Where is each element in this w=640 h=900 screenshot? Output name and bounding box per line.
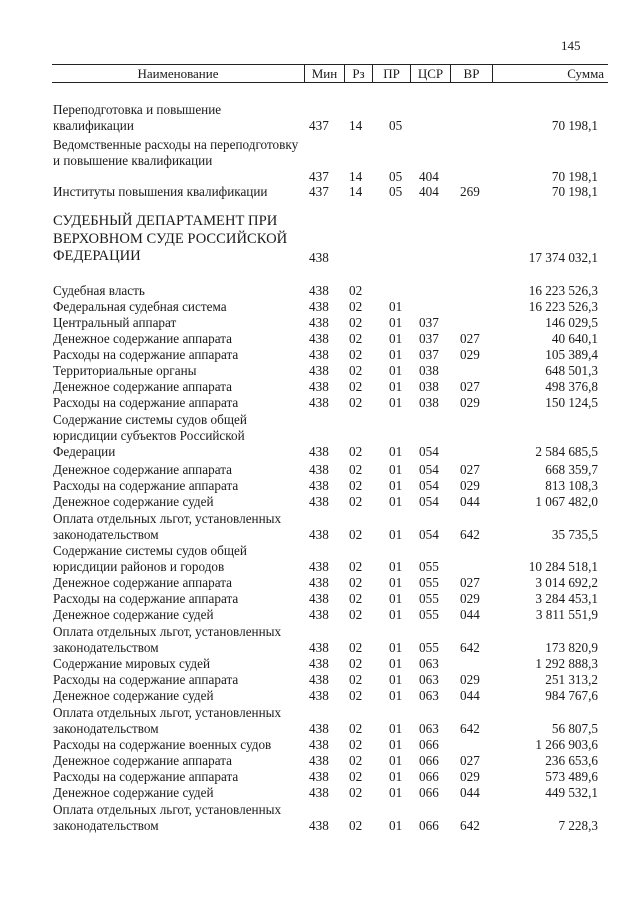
row-pr: 05 bbox=[389, 169, 403, 184]
row-rz: 02 bbox=[349, 656, 363, 671]
row-pr: 01 bbox=[389, 379, 403, 394]
row-vr: 044 bbox=[460, 494, 480, 509]
row-rz: 02 bbox=[349, 753, 363, 768]
row-min: 438 bbox=[309, 315, 329, 330]
row-pr: 01 bbox=[389, 656, 403, 671]
row-sum: 35 735,5 bbox=[551, 527, 598, 542]
table-row bbox=[0, 688, 640, 704]
row-sum: 573 489,6 bbox=[545, 769, 598, 784]
header-sum: Сумма bbox=[567, 66, 604, 81]
row-name: Содержание системы судов общей юрисдиции районов и городов bbox=[53, 543, 247, 574]
row-csr: 054 bbox=[419, 462, 439, 477]
row-sum: 668 359,7 bbox=[545, 462, 598, 477]
row-rz: 02 bbox=[349, 444, 363, 459]
row-min: 438 bbox=[309, 753, 329, 768]
row-pr: 01 bbox=[389, 395, 403, 410]
row-rz: 02 bbox=[349, 395, 363, 410]
row-vr: 027 bbox=[460, 575, 480, 590]
row-csr: 037 bbox=[419, 315, 439, 330]
row-csr: 038 bbox=[419, 379, 439, 394]
row-rz: 02 bbox=[349, 478, 363, 493]
row-sum: 146 029,5 bbox=[545, 315, 598, 330]
row-min: 438 bbox=[309, 607, 329, 622]
row-vr: 642 bbox=[460, 640, 480, 655]
row-pr: 01 bbox=[389, 363, 403, 378]
table-row bbox=[0, 412, 640, 460]
table-row bbox=[0, 213, 640, 266]
row-pr: 05 bbox=[389, 118, 403, 133]
row-csr: 404 bbox=[419, 184, 439, 199]
row-rz: 02 bbox=[349, 818, 363, 833]
row-sum: 1 292 888,3 bbox=[535, 656, 598, 671]
row-name: Ведомственные расходы на переподготовку и повышение квалификации bbox=[53, 137, 299, 168]
row-rz: 14 bbox=[349, 169, 363, 184]
row-min: 438 bbox=[309, 444, 329, 459]
row-min: 438 bbox=[309, 591, 329, 606]
row-rz: 02 bbox=[349, 688, 363, 703]
table-header bbox=[52, 64, 608, 83]
row-pr: 01 bbox=[389, 575, 403, 590]
row-sum: 7 228,3 bbox=[558, 818, 598, 833]
row-csr: 054 bbox=[419, 478, 439, 493]
row-rz: 02 bbox=[349, 769, 363, 784]
row-sum: 173 820,9 bbox=[545, 640, 598, 655]
row-name: Центральный аппарат bbox=[53, 315, 177, 330]
row-vr: 642 bbox=[460, 721, 480, 736]
row-rz: 02 bbox=[349, 299, 363, 314]
row-csr: 037 bbox=[419, 331, 439, 346]
row-csr: 054 bbox=[419, 527, 439, 542]
row-min: 438 bbox=[309, 785, 329, 800]
row-name: Федеральная судебная система bbox=[53, 299, 227, 314]
row-sum: 16 223 526,3 bbox=[528, 299, 598, 314]
row-pr: 01 bbox=[389, 478, 403, 493]
row-sum: 1 067 482,0 bbox=[535, 494, 598, 509]
table-row bbox=[0, 299, 640, 315]
row-vr: 029 bbox=[460, 478, 480, 493]
row-name: СУДЕБНЫЙ ДЕПАРТАМЕНТ ПРИ ВЕРХОВНОМ СУДЕ РОССИЙСКОЙ ФЕДЕРАЦИИ bbox=[53, 213, 288, 264]
table-row bbox=[0, 102, 640, 134]
row-vr: 027 bbox=[460, 462, 480, 477]
row-name: Оплата отдельных льгот, установленных законодательством bbox=[53, 511, 282, 542]
row-sum: 2 584 685,5 bbox=[535, 444, 598, 459]
row-vr: 027 bbox=[460, 753, 480, 768]
row-rz: 02 bbox=[349, 379, 363, 394]
row-csr: 063 bbox=[419, 721, 439, 736]
row-sum: 251 313,2 bbox=[545, 672, 598, 687]
row-vr: 642 bbox=[460, 818, 480, 833]
row-name: Денежное содержание аппарата bbox=[53, 331, 232, 346]
header-pr: ПР bbox=[373, 65, 411, 82]
row-rz: 14 bbox=[349, 118, 363, 133]
row-pr: 01 bbox=[389, 299, 403, 314]
row-min: 438 bbox=[309, 283, 329, 298]
row-csr: 055 bbox=[419, 591, 439, 606]
row-name: Денежное содержание аппарата bbox=[53, 575, 232, 590]
row-min: 438 bbox=[309, 363, 329, 378]
row-csr: 037 bbox=[419, 347, 439, 362]
row-vr: 642 bbox=[460, 527, 480, 542]
row-sum: 449 532,1 bbox=[545, 785, 598, 800]
row-name: Расходы на содержание аппарата bbox=[53, 591, 239, 606]
row-rz: 02 bbox=[349, 721, 363, 736]
row-csr: 404 bbox=[419, 169, 439, 184]
row-rz: 02 bbox=[349, 527, 363, 542]
row-name: Денежное содержание аппарата bbox=[53, 462, 232, 477]
row-csr: 063 bbox=[419, 672, 439, 687]
row-name: Институты повышения квалификации bbox=[53, 184, 268, 199]
table-row bbox=[0, 737, 640, 753]
table-row bbox=[0, 575, 640, 591]
row-sum: 10 284 518,1 bbox=[528, 559, 598, 574]
table-row bbox=[0, 184, 640, 200]
row-pr: 01 bbox=[389, 607, 403, 622]
row-min: 438 bbox=[309, 688, 329, 703]
row-name: Расходы на содержание аппарата bbox=[53, 395, 239, 410]
row-sum: 150 124,5 bbox=[545, 395, 598, 410]
row-min: 438 bbox=[309, 395, 329, 410]
table-row bbox=[0, 283, 640, 299]
row-name: Территориальные органы bbox=[53, 363, 197, 378]
row-pr: 01 bbox=[389, 494, 403, 509]
row-sum: 498 376,8 bbox=[545, 379, 598, 394]
row-min: 437 bbox=[309, 184, 329, 199]
row-sum: 105 389,4 bbox=[545, 347, 598, 362]
row-min: 438 bbox=[309, 249, 329, 265]
table-row bbox=[0, 379, 640, 395]
row-pr: 01 bbox=[389, 672, 403, 687]
row-rz: 02 bbox=[349, 559, 363, 574]
row-sum: 3 811 551,9 bbox=[535, 607, 598, 622]
table-row bbox=[0, 494, 640, 510]
row-csr: 038 bbox=[419, 363, 439, 378]
row-name: Расходы на содержание аппарата bbox=[53, 478, 239, 493]
row-min: 438 bbox=[309, 672, 329, 687]
row-sum: 3 284 453,1 bbox=[535, 591, 598, 606]
table-row bbox=[0, 363, 640, 379]
row-min: 437 bbox=[309, 169, 329, 184]
row-sum: 984 767,6 bbox=[545, 688, 598, 703]
table-row bbox=[0, 753, 640, 769]
row-pr: 01 bbox=[389, 331, 403, 346]
table-row bbox=[0, 607, 640, 623]
row-name: Денежное содержание судей bbox=[53, 785, 214, 800]
row-rz: 02 bbox=[349, 494, 363, 509]
row-csr: 063 bbox=[419, 656, 439, 671]
row-pr: 01 bbox=[389, 737, 403, 752]
row-min: 438 bbox=[309, 640, 329, 655]
row-vr: 029 bbox=[460, 769, 480, 784]
row-pr: 05 bbox=[389, 184, 403, 199]
row-sum: 236 653,6 bbox=[545, 753, 598, 768]
row-min: 438 bbox=[309, 299, 329, 314]
row-min: 438 bbox=[309, 347, 329, 362]
row-csr: 054 bbox=[419, 494, 439, 509]
row-sum: 70 198,1 bbox=[551, 184, 598, 199]
row-min: 438 bbox=[309, 575, 329, 590]
row-vr: 027 bbox=[460, 379, 480, 394]
row-vr: 029 bbox=[460, 347, 480, 362]
row-pr: 01 bbox=[389, 769, 403, 784]
row-pr: 01 bbox=[389, 688, 403, 703]
table-row bbox=[0, 769, 640, 785]
row-pr: 01 bbox=[389, 315, 403, 330]
row-rz: 02 bbox=[349, 347, 363, 362]
row-name: Расходы на содержание аппарата bbox=[53, 347, 239, 362]
row-rz: 02 bbox=[349, 607, 363, 622]
row-min: 438 bbox=[309, 737, 329, 752]
row-vr: 027 bbox=[460, 331, 480, 346]
row-csr: 055 bbox=[419, 559, 439, 574]
row-min: 438 bbox=[309, 462, 329, 477]
row-min: 438 bbox=[309, 559, 329, 574]
row-pr: 01 bbox=[389, 721, 403, 736]
row-sum: 16 223 526,3 bbox=[528, 283, 598, 298]
row-min: 438 bbox=[309, 331, 329, 346]
row-name: Расходы на содержание военных судов bbox=[53, 737, 272, 752]
row-name: Оплата отдельных льгот, установленных законодательством bbox=[53, 802, 282, 833]
row-name: Денежное содержание судей bbox=[53, 607, 214, 622]
budget-table bbox=[0, 90, 640, 900]
row-rz: 14 bbox=[349, 184, 363, 199]
row-sum: 813 108,3 bbox=[545, 478, 598, 493]
row-csr: 066 bbox=[419, 818, 439, 833]
row-min: 438 bbox=[309, 656, 329, 671]
row-min: 438 bbox=[309, 494, 329, 509]
row-vr: 029 bbox=[460, 591, 480, 606]
header-csr: ЦСР bbox=[411, 65, 451, 82]
table-row bbox=[0, 543, 640, 575]
row-sum: 70 198,1 bbox=[551, 169, 598, 184]
row-csr: 066 bbox=[419, 769, 439, 784]
table-row bbox=[0, 331, 640, 347]
row-pr: 01 bbox=[389, 591, 403, 606]
row-rz: 02 bbox=[349, 640, 363, 655]
row-name: Расходы на содержание аппарата bbox=[53, 672, 239, 687]
row-rz: 02 bbox=[349, 283, 363, 298]
row-name: Оплата отдельных льгот, установленных законодательством bbox=[53, 705, 282, 736]
table-row bbox=[0, 656, 640, 672]
table-row bbox=[0, 347, 640, 363]
row-rz: 02 bbox=[349, 672, 363, 687]
row-min: 438 bbox=[309, 769, 329, 784]
row-rz: 02 bbox=[349, 462, 363, 477]
row-csr: 054 bbox=[419, 444, 439, 459]
row-min: 438 bbox=[309, 721, 329, 736]
row-name: Денежное содержание судей bbox=[53, 494, 214, 509]
header-vr: ВР bbox=[451, 65, 493, 82]
row-sum: 56 807,5 bbox=[551, 721, 598, 736]
row-pr: 01 bbox=[389, 559, 403, 574]
table-row bbox=[0, 137, 640, 185]
row-csr: 055 bbox=[419, 607, 439, 622]
row-pr: 01 bbox=[389, 753, 403, 768]
row-min: 438 bbox=[309, 818, 329, 833]
row-rz: 02 bbox=[349, 331, 363, 346]
row-name: Оплата отдельных льгот, установленных законодательством bbox=[53, 624, 282, 655]
row-pr: 01 bbox=[389, 640, 403, 655]
row-name: Денежное содержание аппарата bbox=[53, 379, 232, 394]
row-sum: 648 501,3 bbox=[545, 363, 598, 378]
row-min: 438 bbox=[309, 379, 329, 394]
row-vr: 029 bbox=[460, 395, 480, 410]
row-csr: 066 bbox=[419, 785, 439, 800]
row-csr: 055 bbox=[419, 640, 439, 655]
header-min: Мин bbox=[305, 65, 345, 82]
table-row bbox=[0, 511, 640, 543]
row-rz: 02 bbox=[349, 737, 363, 752]
row-name: Содержание мировых судей bbox=[53, 656, 211, 671]
row-min: 437 bbox=[309, 118, 329, 133]
row-sum: 70 198,1 bbox=[551, 118, 598, 133]
page-number: 145 bbox=[561, 38, 581, 53]
table-row bbox=[0, 785, 640, 801]
row-csr: 063 bbox=[419, 688, 439, 703]
row-rz: 02 bbox=[349, 591, 363, 606]
row-name: Денежное содержание аппарата bbox=[53, 753, 232, 768]
table-row bbox=[0, 462, 640, 478]
row-min: 438 bbox=[309, 527, 329, 542]
table-row bbox=[0, 672, 640, 688]
row-name: Расходы на содержание аппарата bbox=[53, 769, 239, 784]
row-vr: 044 bbox=[460, 607, 480, 622]
row-pr: 01 bbox=[389, 347, 403, 362]
row-csr: 066 bbox=[419, 737, 439, 752]
row-pr: 01 bbox=[389, 444, 403, 459]
table-row bbox=[0, 624, 640, 656]
row-pr: 01 bbox=[389, 785, 403, 800]
row-min: 438 bbox=[309, 478, 329, 493]
row-rz: 02 bbox=[349, 315, 363, 330]
row-rz: 02 bbox=[349, 363, 363, 378]
table-row bbox=[0, 705, 640, 737]
header-name: Наименование bbox=[52, 65, 305, 82]
row-name: Содержание системы судов общей юрисдиции субъектов Российской Федерации bbox=[53, 412, 247, 459]
row-vr: 044 bbox=[460, 785, 480, 800]
row-name: Переподготовка и повышение квалификации bbox=[53, 102, 222, 133]
row-pr: 01 bbox=[389, 818, 403, 833]
row-sum: 17 374 032,1 bbox=[528, 249, 598, 265]
table-row bbox=[0, 591, 640, 607]
row-vr: 269 bbox=[460, 184, 480, 199]
row-vr: 044 bbox=[460, 688, 480, 703]
header-rz: Рз bbox=[345, 65, 373, 82]
table-row bbox=[0, 478, 640, 494]
table-row bbox=[0, 395, 640, 411]
row-csr: 038 bbox=[419, 395, 439, 410]
row-name: Судебная власть bbox=[53, 283, 145, 298]
table-row bbox=[0, 802, 640, 834]
table-row bbox=[0, 315, 640, 331]
row-sum: 1 266 903,6 bbox=[535, 737, 598, 752]
row-pr: 01 bbox=[389, 462, 403, 477]
row-csr: 066 bbox=[419, 753, 439, 768]
row-rz: 02 bbox=[349, 785, 363, 800]
row-sum: 40 640,1 bbox=[551, 331, 598, 346]
row-sum: 3 014 692,2 bbox=[535, 575, 598, 590]
row-vr: 029 bbox=[460, 672, 480, 687]
row-csr: 055 bbox=[419, 575, 439, 590]
row-pr: 01 bbox=[389, 527, 403, 542]
row-name: Денежное содержание судей bbox=[53, 688, 214, 703]
row-rz: 02 bbox=[349, 575, 363, 590]
